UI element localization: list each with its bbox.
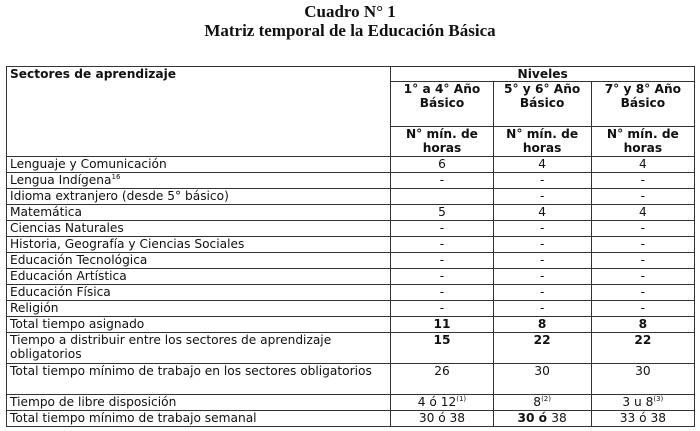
row-value: - [391,237,493,253]
row-value: 22 [591,333,694,364]
level-3-header: 7° y 8° Año Básico [591,82,694,127]
table-row [7,285,695,301]
row-value: - [591,285,694,301]
time-matrix-table [6,66,695,427]
row-label: Total tiempo mínimo de trabajo en los sectores obligatorios [7,364,391,395]
sectors-header: Sectores de aprendizaje [7,67,391,157]
footnote-marker: (1) [456,395,467,403]
row-label: Tiempo a distribuir entre los sectores de aprendizaje obligatorios [7,333,391,364]
table-row [7,253,695,269]
row-label: Educación Artística [7,269,391,285]
footnote-marker: (2) [541,395,551,403]
level-2-header: 5° y 6° Año Básico [493,82,591,127]
row-label: Ciencias Naturales [7,221,391,237]
table-row [7,173,695,189]
row-value: 11 [391,317,493,333]
levels-header: Niveles [391,67,695,82]
row-value: - [591,301,694,317]
row-value: 5 [391,205,493,221]
row-value: 3 u 8$^{(3)}$ [591,395,694,411]
title-line-2: Matriz temporal de la Educación Básica [204,21,496,40]
row-value: - [493,269,591,285]
row-value: - [391,221,493,237]
table-row-free-time [7,395,695,411]
row-value: - [591,221,694,237]
table-row [7,189,695,205]
row-value: 4 [591,157,694,173]
table-row-min-obligatory [7,364,695,395]
row-value: - [493,173,591,189]
row-label: Total tiempo mínimo de trabajo semanal [7,411,391,427]
weekly-total-bold-part: 30 ó [517,411,552,425]
row-value: - [591,253,694,269]
row-label: Tiempo de libre disposición [7,395,391,411]
row-label: Total tiempo asignado [7,317,391,333]
row-value: 4 [591,205,694,221]
row-value: - [391,269,493,285]
row-value: 30 ó 38 [391,411,493,427]
table-row [7,301,695,317]
row-value: - [493,285,591,301]
row-value: - [493,301,591,317]
table-row [7,205,695,221]
row-value [391,189,493,205]
row-value: - [391,173,493,189]
footnote-marker: (3) [653,395,664,403]
header-row-top [7,67,695,82]
row-value: - [391,253,493,269]
document-title [0,2,700,40]
row-label: Idioma extranjero (desde 5° básico) [7,189,391,205]
row-value: 8 [493,317,591,333]
row-value: - [391,285,493,301]
footnote-marker: 16 [111,173,121,181]
row-value: 4 ó 12$^{(1)}$ [391,395,493,411]
row-value: 15 [391,333,493,364]
row-value: 4 [493,157,591,173]
row-value: 8$^{(2)}$ [493,395,591,411]
row-value: - [493,237,591,253]
row-value: - [493,221,591,237]
row-value: - [591,237,694,253]
table-row [7,157,695,173]
table-row-total-assigned [7,317,695,333]
table-row [7,221,695,237]
row-value: 26 [391,364,493,395]
row-value: 6 [391,157,493,173]
level-1-header: 1° a 4° Año Básico [391,82,493,127]
weekly-total-rest: 38 [551,411,567,425]
row-label: Historia, Geografía y Ciencias Sociales [7,237,391,253]
row-value: - [591,189,694,205]
row-label: Lengua Indígena$^{16}$ [7,173,391,189]
row-value: 30 [591,364,694,395]
row-value: - [591,173,694,189]
row-value [493,411,591,427]
row-value: - [493,253,591,269]
table-row [7,269,695,285]
row-label: Lenguaje y Comunicación [7,157,391,173]
table-row [7,237,695,253]
row-label: Educación Tecnológica [7,253,391,269]
row-value: 4 [493,205,591,221]
hours-header-3: N° mín. de horas [591,127,694,157]
title-line-1: Cuadro N° 1 [304,2,396,21]
table-row-weekly-total [7,411,695,427]
row-value: 30 [493,364,591,395]
row-label: Matemática [7,205,391,221]
row-label: Educación Física [7,285,391,301]
row-value: 22 [493,333,591,364]
row-value: - [391,301,493,317]
row-label: Religión [7,301,391,317]
hours-header-1: N° mín. de horas [391,127,493,157]
row-value: - [493,189,591,205]
row-value: - [591,269,694,285]
row-value: 8 [591,317,694,333]
row-value: 33 ó 38 [591,411,694,427]
hours-header-2: N° mín. de horas [493,127,591,157]
table-row-distribute [7,333,695,364]
